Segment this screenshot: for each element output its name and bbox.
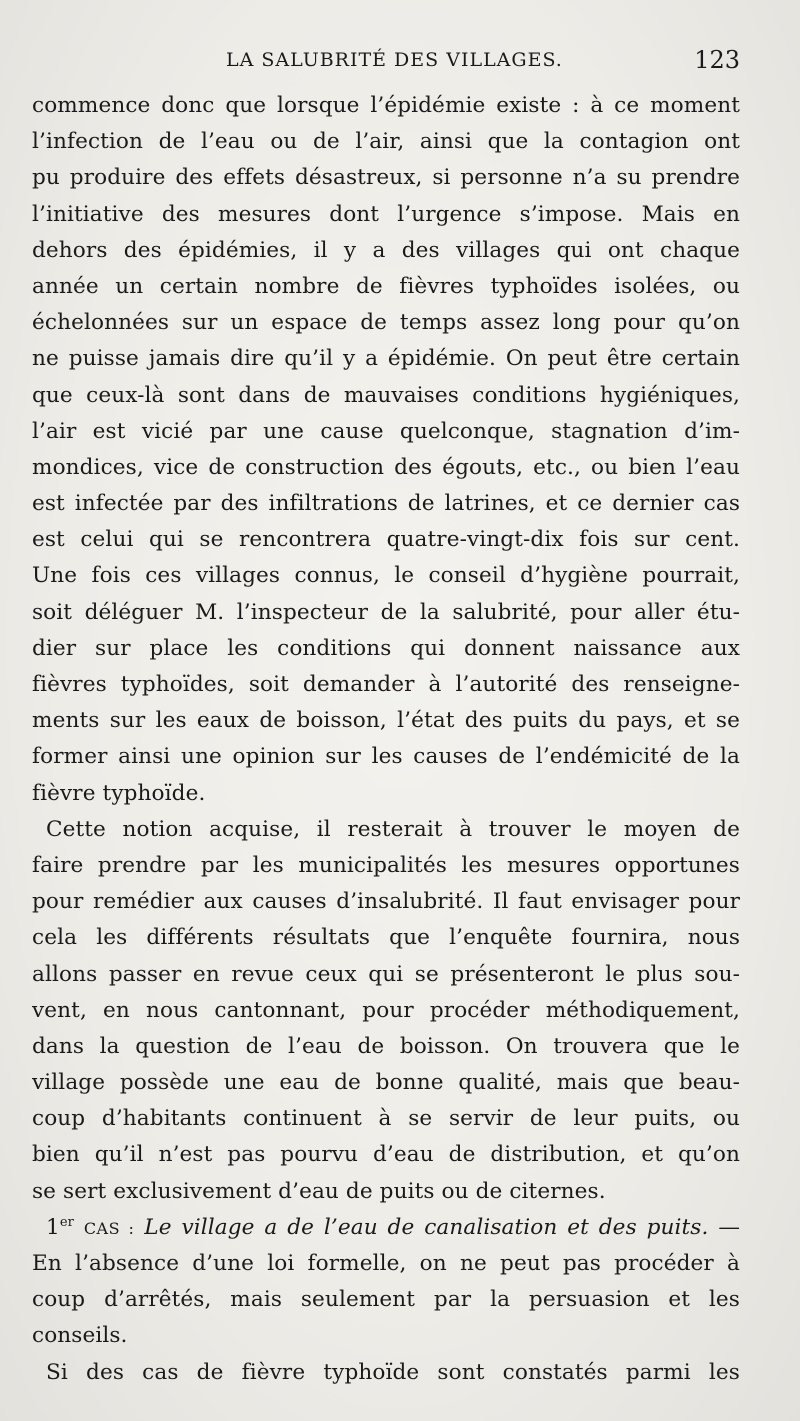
case-heading-line	[32, 1210, 740, 1246]
text-line: Une fois ces villages connus, le conseil d’hygiène pourrait,	[32, 563, 740, 589]
running-head	[0, 45, 800, 77]
case-title: Le village a de l’eau de canalisation et des puits.	[144, 1214, 709, 1240]
text-line: coup d’arrêtés, mais seulement par la persuasion et les	[32, 1287, 740, 1313]
running-title: LA SALUBRITÉ DES VILLAGES.	[226, 49, 563, 71]
text-line: soit déléguer M. l’inspecteur de la salubrité, pour aller étu-	[32, 599, 740, 625]
text-line: ne puisse jamais dire qu’il y a épidémie. On peut être certain	[32, 346, 740, 372]
case-number: 1	[46, 1214, 60, 1240]
text-line: conseils.	[32, 1323, 128, 1349]
text-line: échelonnées sur un espace de temps assez long pour qu’on	[32, 310, 740, 336]
text-line: coup d’habitants continuent à se servir de leur puits, ou	[32, 1106, 740, 1132]
text-line: En l’absence d’une loi formelle, on ne peut pas procéder à	[32, 1251, 740, 1276]
text-line: former ainsi une opinion sur les causes de l’endémicité de la	[32, 744, 740, 770]
text-line: village possède une eau de bonne qualité, mais que beau-	[32, 1070, 740, 1096]
text-line: ments sur les eaux de boisson, l’état des puits du pays, et se	[32, 708, 740, 734]
text-line: année un certain nombre de fièvres typhoïdes isolées, ou	[32, 273, 740, 299]
text-line: bien qu’il n’est pas pourvu d’eau de distribution, et qu’on	[32, 1142, 740, 1168]
text-line: l’infection de l’eau ou de l’air, ainsi que la contagion ont	[32, 129, 740, 155]
body-text	[32, 88, 740, 1391]
text-line: cela les différents résultats que l’enquête fournira, nous	[32, 925, 740, 951]
text-line: Si des cas de fièvre typhoïde sont constatés parmi les	[46, 1359, 740, 1385]
case-label: CAS :	[83, 1218, 135, 1238]
case-superscript: er	[59, 1214, 74, 1230]
text-line: fièvre typhoïde.	[32, 780, 206, 806]
text-line: se sert exclusivement d’eau de puits ou de citernes.	[32, 1178, 606, 1204]
page-number: 123	[694, 46, 740, 74]
text-line: l’initiative des mesures dont l’urgence s’impose. Mais en	[32, 201, 740, 227]
text-line: pour remédier aux causes d’insalubrité. Il faut envisager pour	[32, 889, 740, 915]
text-line: allons passer en revue ceux qui se présenteront le plus sou-	[32, 961, 740, 987]
text-line: pu produire des effets désastreux, si personne n’a su prendre	[32, 165, 740, 191]
text-line: dier sur place les conditions qui donnent naissance aux	[32, 635, 740, 661]
text-line: l’air est vicié par une cause quelconque, stagnation d’im-	[32, 418, 740, 444]
text-line: dehors des épidémies, il y a des villages qui ont chaque	[32, 237, 740, 263]
text-line: est celui qui se rencontrera quatre-vingt-dix fois sur cent.	[32, 527, 740, 553]
text-line: mondices, vice de construction des égouts, etc., ou bien l’eau	[32, 454, 740, 480]
text-line: commence donc que lorsque l’épidémie existe : à ce moment	[32, 93, 740, 118]
text-line: faire prendre par les municipalités les mesures opportunes	[32, 852, 740, 878]
case-dash: —	[718, 1214, 740, 1240]
text-line: dans la question de l’eau de boisson. On trouvera que le	[32, 1033, 740, 1059]
text-line: Cette notion acquise, il resterait à trouver le moyen de	[46, 816, 740, 842]
text-line: fièvres typhoïdes, soit demander à l’autorité des renseigne-	[32, 672, 740, 697]
text-line: vent, en nous cantonnant, pour procéder méthodiquement,	[32, 997, 740, 1023]
text-line: que ceux-là sont dans de mauvaises conditions hygiéniques,	[32, 382, 740, 408]
text-line: est infectée par des infiltrations de latrines, et ce dernier cas	[32, 491, 740, 517]
